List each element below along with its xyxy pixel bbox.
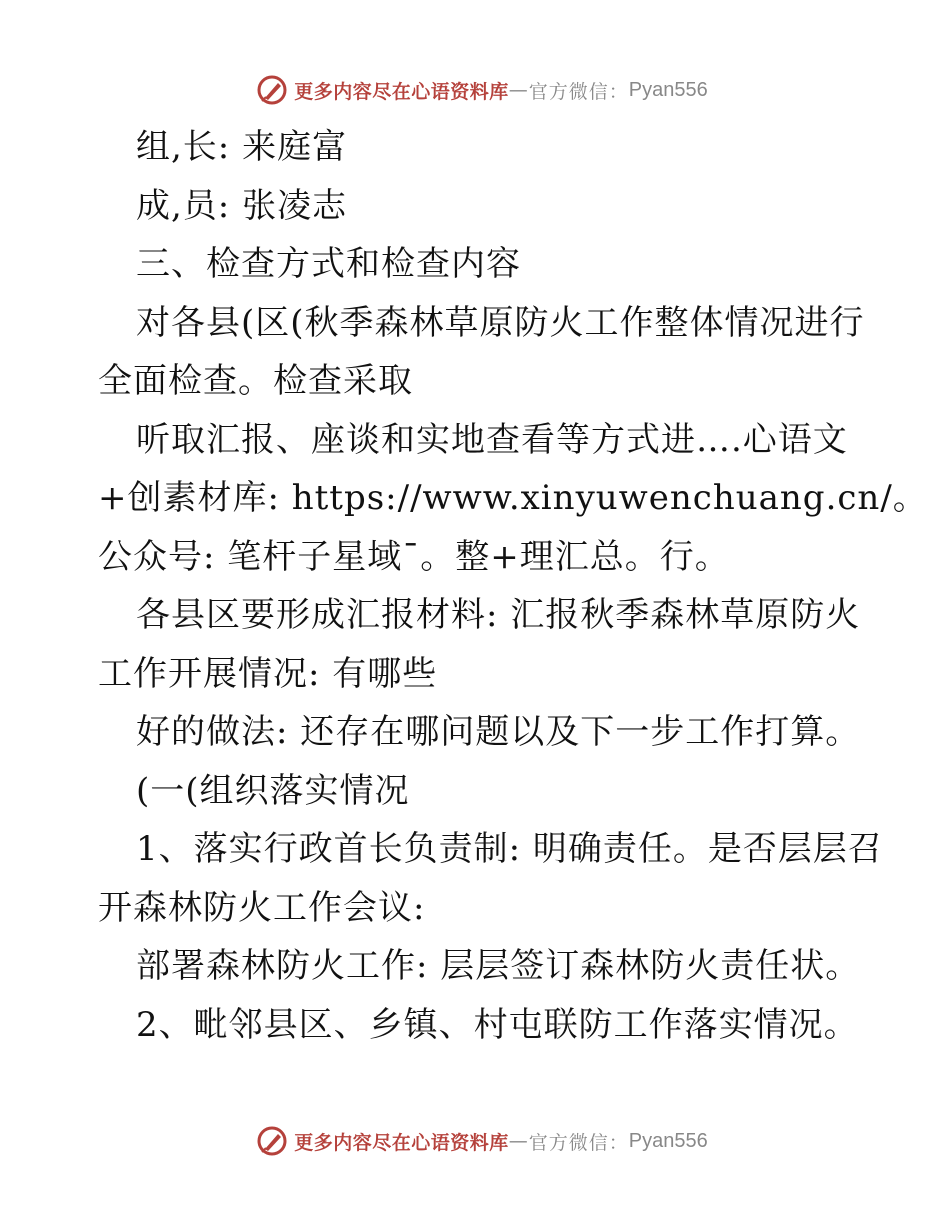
footer-watermark — [0, 1121, 950, 1161]
document-body — [98, 118, 928, 1054]
paragraph-line: 1、落实行政首长负责制: 明确责任。是否层层召 — [136, 829, 883, 869]
watermark-label: 官方微信： — [528, 80, 629, 103]
watermark-wechat-id: Pyan556 — [628, 78, 708, 101]
watermark-separator: — — [508, 1130, 529, 1152]
watermark-text: 更多内容尽在心语资料库 — [294, 80, 509, 103]
header-watermark — [0, 70, 950, 110]
watermark-label: 官方微信： — [528, 1131, 629, 1154]
paragraph-line: 工作开展情况: 有哪些 — [98, 653, 438, 694]
paragraph-line: 听取汇报、座谈和实地查看等方式进….心语文 — [136, 419, 848, 460]
paragraph-line: 好的做法: 还存在哪问题以及下一步工作打算。 — [136, 712, 861, 752]
paragraph-line: 对各县(区(秋季森林草原防火工作整体情况进行 — [136, 302, 865, 343]
paragraph-line: 开森林防火工作会议: — [98, 887, 426, 928]
section-heading: 三、检查方式和检查内容 — [136, 244, 521, 284]
paragraph-line: 组,长: 来庭富 — [136, 127, 348, 167]
paragraph-line: 部署森林防火工作: 层层签订森林防火责任状。 — [136, 946, 861, 986]
paragraph-line: 成,员: 张凌志 — [136, 185, 348, 226]
paragraph-line: 各县区要形成汇报材料: 汇报秋季森林草原防火 — [136, 595, 861, 635]
watermark-wechat-id: Pyan556 — [628, 1129, 708, 1152]
quill-pen-logo-icon — [256, 1125, 288, 1157]
paragraph-line: 全面检查。检查采取 — [98, 361, 413, 401]
watermark-text: 更多内容尽在心语资料库 — [294, 1131, 509, 1154]
subsection-heading: (一(组织落实情况 — [136, 770, 410, 811]
paragraph-line: 公众号: 笔杆子星域¯。整+理汇总。行。 — [98, 536, 730, 577]
quill-pen-logo-icon — [256, 74, 288, 106]
paragraph-line: +创素材库: https://www.xinyuwenchuang.cn/。 — [98, 478, 928, 518]
watermark-separator: — — [508, 79, 529, 101]
paragraph-line: 2、毗邻县区、乡镇、村屯联防工作落实情况。 — [136, 1004, 859, 1045]
